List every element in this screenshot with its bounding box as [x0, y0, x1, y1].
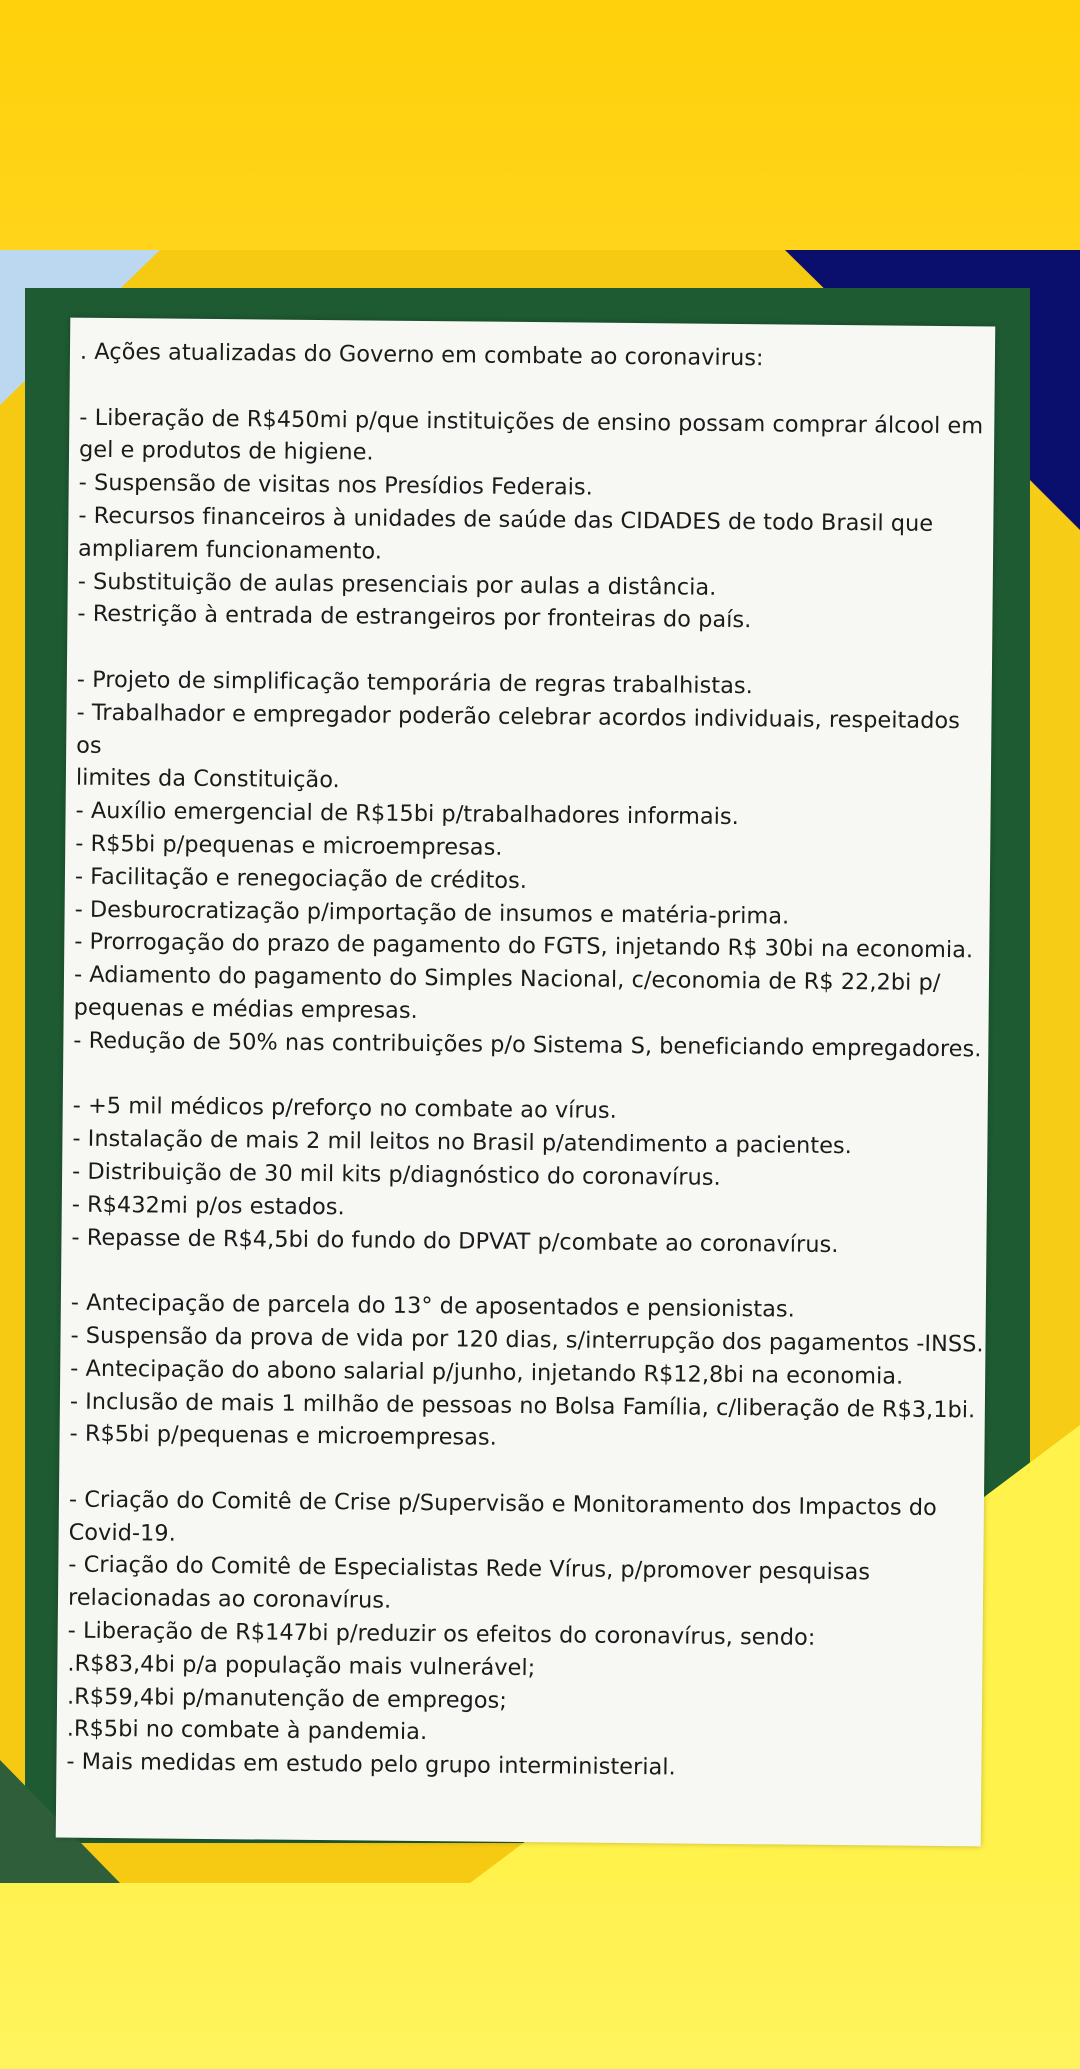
- flag-background-photo: [0, 250, 1080, 1883]
- text-line: gel e produtos de higiene.: [78, 437, 374, 466]
- document-text: [56, 336, 995, 1788]
- text-line: - Suspensão de visitas nos Presídios Federais.: [78, 469, 593, 501]
- text-line: - Facilitação e renegociação de créditos.: [74, 863, 528, 894]
- text-line: - Redução de 50% nas contribuições p/o Sistema S, beneficiando empregadores.: [73, 1027, 982, 1063]
- text-line: .R$59,4bi p/manutenção de empregos;: [66, 1683, 508, 1714]
- section-5: [66, 1484, 984, 1788]
- text-line: - Restrição à entrada de estrangeiros por fronteiras do país.: [77, 601, 752, 634]
- section-2: [73, 664, 992, 1066]
- text-line: - +5 mil médicos p/reforço no combate ao vírus.: [72, 1092, 618, 1125]
- text-line: - Mais medidas em estudo pelo grupo interministerial.: [66, 1748, 676, 1781]
- text-line: - Recursos financeiros à unidades de saúde das CIDADES de todo Brasil que: [78, 502, 934, 537]
- text-line: - Instalação de mais 2 mil leitos no Brasil p/atendimento a pacientes.: [72, 1125, 852, 1160]
- text-line: - Suspensão da prova de vida por 120 dias, s/interrupção dos pagamentos -INSS.: [70, 1322, 984, 1358]
- text-line: ampliarem funcionamento.: [77, 535, 383, 565]
- text-line: - Substituição de aulas presenciais por aulas a distância.: [77, 568, 717, 601]
- bottom-yellow-band: [0, 1883, 1080, 2069]
- text-line: relacionadas ao coronavírus.: [67, 1584, 392, 1615]
- text-line: .R$83,4bi p/a população mais vulnerável;: [67, 1650, 536, 1681]
- text-line: pequenas e médias empresas.: [73, 994, 418, 1024]
- text-line: - Projeto de simplificação temporária de regras trabalhistas.: [76, 666, 753, 700]
- text-line: - Trabalhador e empregador poderão celebrar acordos individuais, respeitados os: [76, 699, 968, 759]
- text-line: - R$5bi p/pequenas e microempresas.: [75, 830, 503, 861]
- text-line: - Prorrogação do prazo de pagamento do FGTS, injetando R$ 30bi na economia.: [74, 929, 974, 964]
- text-line: - R$432mi p/os estados.: [71, 1191, 345, 1220]
- text-line: - Desburocratização p/importação de insumos e matéria-prima.: [74, 896, 790, 930]
- section-1: [77, 401, 994, 639]
- text-line: .R$5bi no combate à pandemia.: [66, 1716, 428, 1746]
- text-line: - Inclusão de mais 1 milhão de pessoas no Bolsa Família, c/liberação de R$3,1bi.: [69, 1388, 976, 1423]
- text-line: - R$5bi p/pequenas e microempresas.: [69, 1420, 497, 1452]
- text-line: - Distribuição de 30 mil kits p/diagnóstico do coronavírus.: [71, 1158, 721, 1191]
- text-line: - Liberação de R$450mi p/que instituições de ensino possam comprar álcool em: [79, 404, 984, 439]
- text-line: - Auxílio emergencial de R$15bi p/trabalhadores informais.: [75, 797, 739, 831]
- section-4: [69, 1287, 986, 1460]
- document-heading: . Ações atualizadas do Governo em combate ao coronavirus:: [79, 338, 764, 372]
- notice-paper: [56, 318, 996, 1847]
- text-line: - Liberação de R$147bi p/reduzir os efeitos do coronavírus, sendo:: [67, 1617, 816, 1651]
- text-line: - Antecipação do abono salarial p/junho, injetando R$12,8bi na economia.: [70, 1355, 904, 1390]
- text-line: - Repasse de R$4,5bi do fundo do DPVAT p/combate ao coronavírus.: [71, 1224, 839, 1258]
- text-line: - Antecipação de parcela do 13° de aposentados e pensionistas.: [70, 1289, 795, 1323]
- text-line: - Criação do Comitê de Crise p/Supervisão e Monitoramento dos Impactos do: [68, 1486, 937, 1521]
- text-line: limites da Constituição.: [75, 765, 340, 794]
- section-3: [71, 1090, 988, 1263]
- top-yellow-band: [0, 0, 1080, 250]
- text-line: - Adiamento do pagamento do Simples Nacional, c/economia de R$ 22,2bi p/: [73, 961, 941, 997]
- text-line: Covid-19.: [68, 1519, 176, 1547]
- text-line: - Criação do Comitê de Especialistas Rede Vírus, p/promover pesquisas: [68, 1552, 871, 1586]
